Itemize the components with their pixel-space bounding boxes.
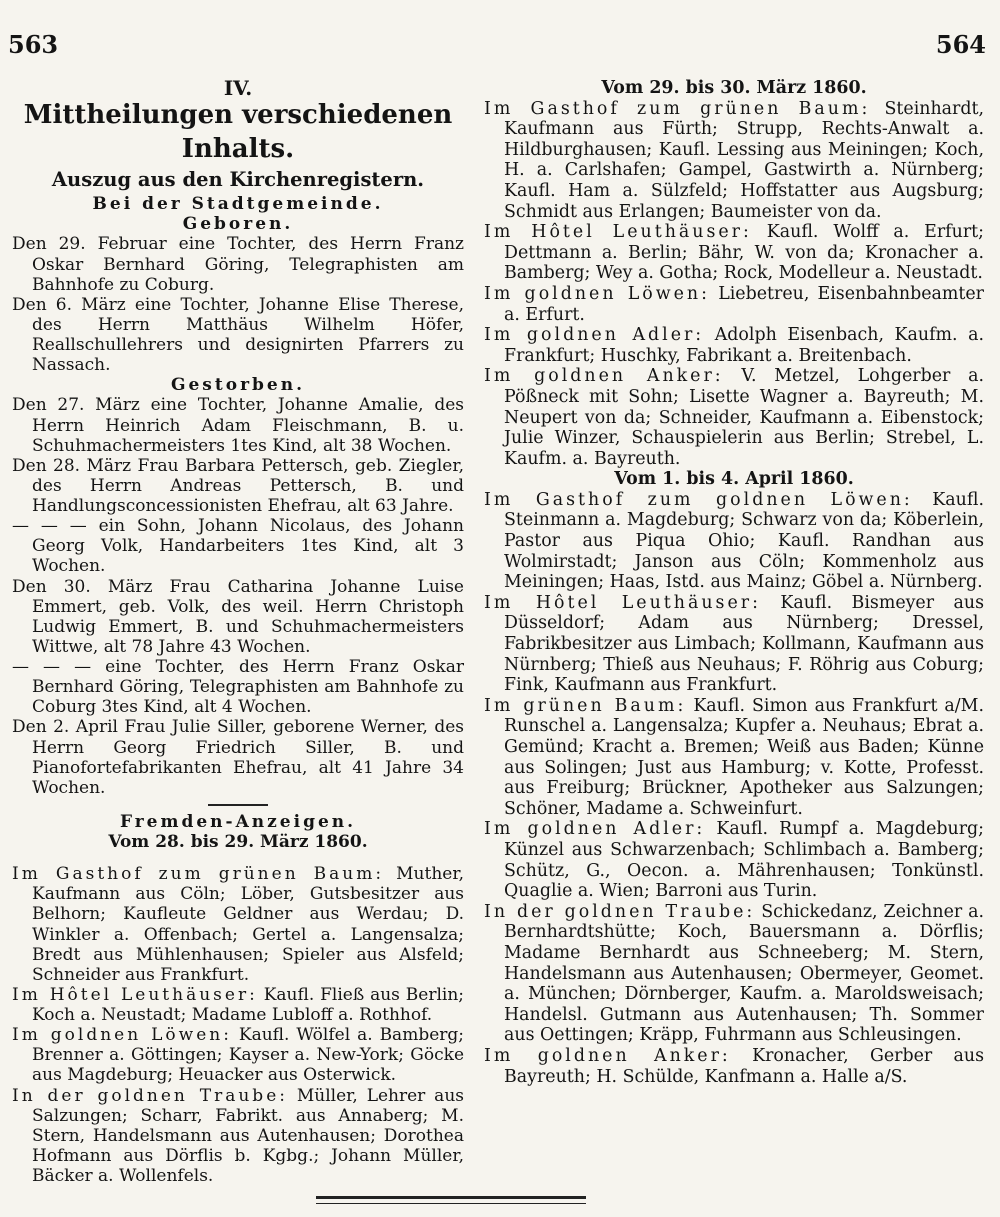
section-number: IV. (223, 76, 253, 100)
hotel-name: Im Hôtel Leuthäuser: (484, 592, 761, 613)
death-record: Den 30. März Frau Catharina Johanne Luise Emmert, geb. Volk, des weil. Herrn Christoph Ludwig Emmert, B. und Schuhmachermeisters Wittwe, alt 78 Jahre 43 Wochen. (12, 576, 464, 657)
guest-list: Steinhardt, Kaufmann aus Fürth; Strupp, Rechts-Anwalt a. Hildburghausen; Kaufl. Lessing aus Meiningen; Koch, H. a. Carlshafen; Gampel, Gastwirth a. Nürnberg; Kaufl. Ham a. Sülzfeld; Hoffstatter aus Augsburg; Schmidt aus Erlangen; Baumeister von da. (504, 98, 984, 222)
hotel-name: Im goldnen Anker: (484, 366, 724, 387)
hotel-name: In der goldnen Traube: (484, 901, 756, 922)
hotel-name: Im goldnen Adler: (484, 819, 706, 840)
page-end-rule (316, 1196, 586, 1204)
right-column (484, 78, 984, 1087)
birth-record: Den 29. Februar eine Tochter, des Herrn Franz Oskar Bernhard Göring, Telegraphisten am Bahnhofe zu Coburg. (12, 234, 464, 295)
section-subtitle: Auszug aus den Kirchenregistern. (51, 168, 425, 192)
death-record: — — — ein Sohn, Johann Nicolaus, des Johann Georg Volk, Handarbeiters 1tes Kind, alt 3 Wochen. (12, 516, 464, 577)
death-record: Den 27. März eine Tochter, Johanne Amalie, des Herrn Heinrich Adam Fleischmann, B. u. Schuhmachermeisters 1tes Kind, alt 38 Wochen. (12, 395, 464, 456)
hotel-name: Im Gasthof zum grünen Baum: (12, 864, 385, 885)
parish-heading: Bei der Stadtgemeinde. (92, 194, 384, 215)
born-heading: Geboren. (182, 214, 294, 235)
guest-list: Müller, Lehrer aus Salzungen; Scharr, Fabrikt. aus Annaberg; M. Stern, Handelsmann aus Autenhausen; Dorothea Hofmann aus Dörflis b. Kgbg.; Johann Müller, Bäcker a. Wollenfels. (32, 1085, 464, 1186)
death-record: Den 28. März Frau Barbara Pettersch, geb. Ziegler, des Herrn Andreas Pettersch, B. und Handlungsconcessionisten Ehefrau, alt 63 Jahre. (12, 455, 464, 516)
hotel-entry (484, 222, 984, 284)
death-record: — — — eine Tochter, des Herrn Franz Oskar Bernhard Göring, Telegraphisten am Bahnhofe zu Coburg 3tes Kind, alt 4 Wochen. (12, 657, 464, 718)
section-title: Mittheilungen verschiedenen Inhalts. (23, 100, 453, 165)
hotel-entry (12, 1086, 464, 1187)
guest-list: Kronacher, Gerber aus Bayreuth; H. Schülde, Kanfmann a. Halle a/S. (504, 1045, 984, 1087)
guest-list: Kaufl. Wolff a. Erfurt; Dettmann a. Berlin; Bähr, W. von da; Kronacher a. Bamberg; Wey a. Gotha; Rock, Modelleur a. Neustadt. (504, 222, 984, 284)
hotel-name: Im goldnen Anker: (484, 1045, 731, 1066)
left-column (12, 78, 464, 1186)
period-heading: Vom 29. bis 30. März 1860. (601, 78, 867, 98)
hotel-name: In der goldnen Traube: (12, 1085, 288, 1106)
hotel-name: Im Gasthof zum goldnen Löwen: (484, 489, 913, 510)
hotel-entry (484, 490, 984, 593)
guest-list: Schickedanz, Zeichner a. Bernhardtshütte; Koch, Bauersmann a. Dörflis; Madame Bernhardt aus Schneeberg; M. Stern, Handelsmann aus Autenhausen; Obermeyer, Geomet. a. München; Dörnberger, Kaufm. a. Maroldsweisach; Handelsl. Gutmann aus Autenhausen; Th. Sommer aus Oettingen; Kräpp, Fuhrmann aus Schleusingen. (504, 901, 984, 1046)
guest-list: V. Metzel, Lohgerber a. Pößneck mit Sohn; Lisette Wagner a. Bayreuth; M. Neupert von da; Schneider, Kaufmann a. Eibenstock; Julie Winzer, Schauspielerin aus Berlin; Strebel, L. Kaufm. a. Bayreuth. (504, 366, 984, 469)
page-number-right: 564 (935, 30, 986, 59)
guest-list: Kaufl. Rumpf a. Magdeburg; Künzel aus Schwarzenbach; Schlimbach a. Bamberg; Schütz, G., Oecon. a. Mährenhausen; Tonkünstl. Quaglie a. Wien; Barroni aus Turin. (504, 819, 985, 902)
guest-list: Muther, Kaufmann aus Cöln; Löber, Gutsbesitzer aus Belhorn; Kaufleute Geldner aus Werdau; D. Winkler a. Offenbach; Gertel a. Langensalza; Bredt aus Mühlenhausen; Spieler aus Alsfeld; Schneider aus Frankfurt. (32, 864, 465, 985)
guest-list: Kaufl. Fließ aus Berlin; Koch a. Neustadt; Madame Lubloff a. Rothhof. (32, 984, 465, 1025)
period-heading: Vom 28. bis 29. März 1860. (108, 832, 368, 852)
guest-list: Adolph Eisenbach, Kaufm. a. Frankfurt; Huschky, Fabrikant a. Breitenbach. (504, 325, 984, 366)
guest-list: Kaufl. Simon aus Frankfurt a/M. Runschel a. Langensalza; Kupfer a. Neuhaus; Ebrat a. Gemünd; Kracht a. Bremen; Weiß aus Baden; Künne aus Solingen; Just aus Hamburg; v. Kotte, Professt. aus Freiburg; Brückner, Apotheker aus Salzungen; Schöner, Madame a. Schweinfurt. (504, 695, 984, 819)
hotel-entry (12, 985, 464, 1025)
hotel-name: Im Hôtel Leuthäuser: (484, 222, 752, 243)
died-heading: Gestorben. (170, 375, 306, 396)
hotel-entry (12, 1025, 464, 1085)
hotel-entry (484, 284, 984, 325)
hotel-entry (484, 1046, 984, 1087)
guest-list: Kaufl. Steinmann a. Magdeburg; Schwarz von da; Köberlein, Pastor aus Piqua Ohio; Kaufl. Randhan aus Wolmirstadt; Janson aus Cöln; Kommenholz aus Meiningen; Haas, Istd. aus Mainz; Göbel a. Nürnberg. (504, 489, 984, 593)
hotel-entry (484, 325, 984, 366)
hotel-entry (484, 696, 984, 820)
birth-record: Den 6. März eine Tochter, Johanne Elise Therese, des Herrn Matthäus Wilhelm Höfer, Reallschullehrers und designirten Pfarrers zu Nassach. (12, 294, 464, 376)
hotel-name: Im goldnen Löwen: (12, 1025, 232, 1046)
guest-list: Liebetreu, Eisenbahnbeamter a. Erfurt. (504, 283, 984, 325)
hotel-entry (484, 99, 984, 223)
guest-list: Kaufl. Bismeyer aus Düsseldorf; Adam aus Nürnberg; Dressel, Fabrikbesitzer aus Limbach; Kollmann, Kaufmann aus Nürnberg; Thieß aus Neuhaus; F. Röhrig aus Coburg; Fink, Kaufmann aus Frankfurt. (504, 592, 984, 696)
hotel-entry (484, 902, 984, 1046)
hotel-entry (484, 366, 984, 469)
hotel-name: Im goldnen Adler: (484, 325, 705, 346)
hotel-name: Im grünen Baum: (484, 695, 687, 716)
hotel-name: Im goldnen Löwen: (484, 283, 710, 304)
hotel-name: Im Gasthof zum grünen Baum: (484, 98, 871, 119)
guest-list: Kaufl. Wölfel a. Bamberg; Brenner a. Göttingen; Kayser a. New-York; Göcke aus Magdeburg; Heuacker aus Osterwick. (32, 1025, 464, 1086)
period-heading: Vom 1. bis 4. April 1860. (614, 469, 854, 490)
hotel-name: Im Hôtel Leuthäuser: (12, 984, 258, 1005)
hotel-entry (484, 593, 984, 696)
visitors-heading: Fremden-Anzeigen. (119, 811, 357, 832)
hotel-entry (484, 819, 984, 901)
page-number-left: 563 (8, 30, 59, 59)
death-record: Den 2. April Frau Julie Siller, geborene Werner, des Herrn Georg Friedrich Siller, B. und Pianofortefabrikanten Ehefrau, alt 41 Jahre 34 Wochen. (12, 717, 464, 798)
hotel-entry (12, 864, 464, 985)
